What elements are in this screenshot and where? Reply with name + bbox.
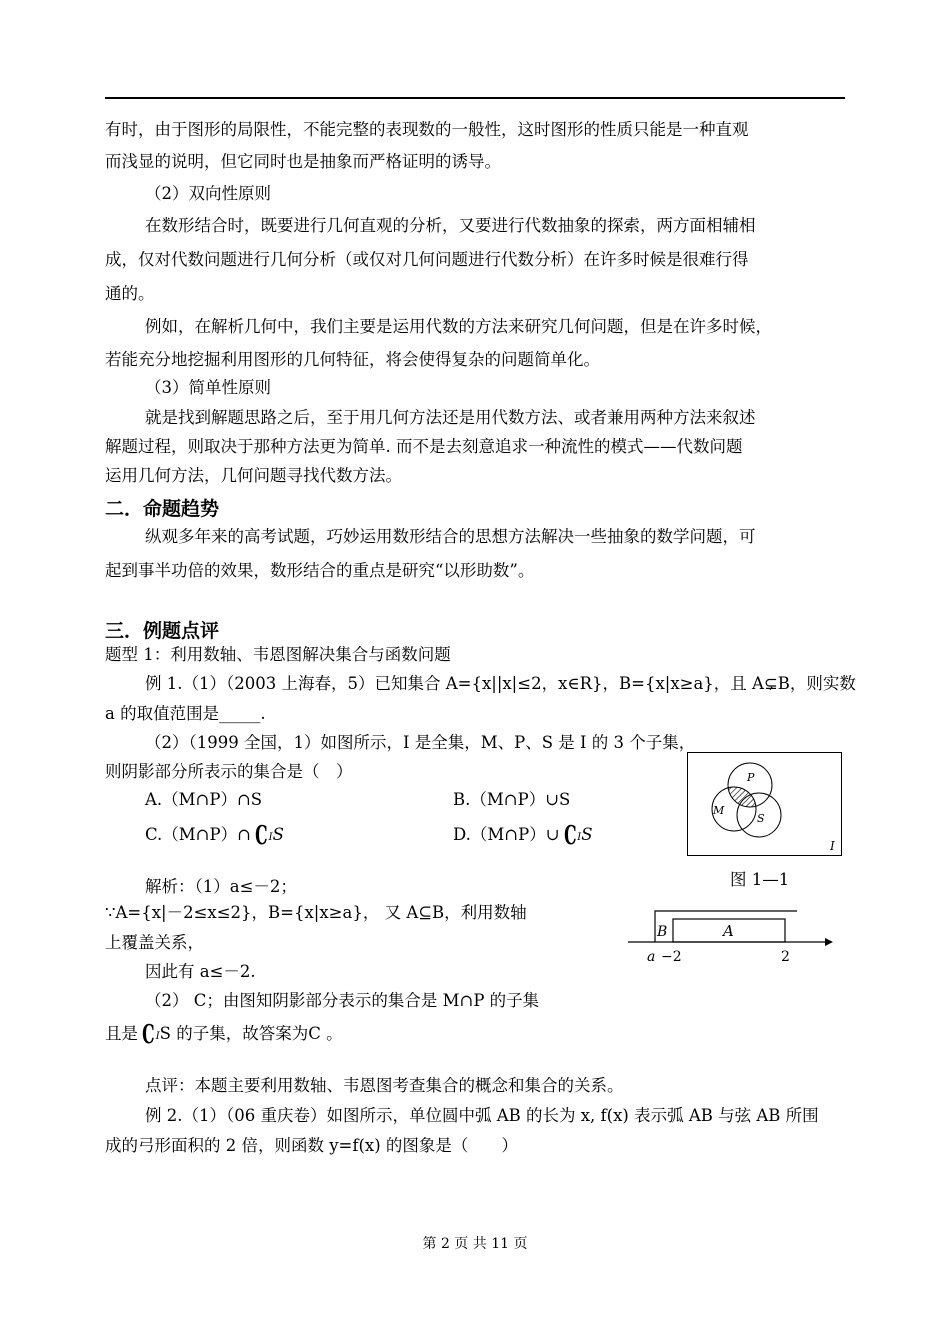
numberline-label-a: a bbox=[647, 949, 656, 965]
para-line: 有时，由于图形的局限性，不能完整的表现数的一般性，这时图形的性质只能是一种直观 bbox=[105, 120, 749, 139]
para-line: 成，仅对代数问题进行几何分析（或仅对几何问题进行代数分析）在许多时候是很难行得 bbox=[105, 250, 749, 269]
complement-icon: C bbox=[255, 821, 268, 851]
para-line: 例如，在解析几何中，我们主要是运用代数的方法来研究几何问题，但是在许多时候， bbox=[145, 317, 772, 336]
para-line: 例 1.（1）（2003 上海春，5）已知集合 A={x||x|≤2，x∈R}，B={x|x≥a}，且 A⊊B，则实数 bbox=[145, 674, 856, 693]
para-line: 就是找到解题思路之后，至于用几何方法还是用代数方法、或者兼用两种方法来叙述 bbox=[145, 408, 756, 427]
para-line: （2）（1999 全国，1）如图所示，I 是全集，M、P、S 是 I 的 3 个子集， bbox=[145, 733, 696, 752]
para-line: 题型 1：利用数轴、韦恩图解决集合与函数问题 bbox=[105, 645, 451, 664]
para-line: a 的取值范围是_____. bbox=[105, 704, 266, 723]
solution-line: 且是 CIS 的子集，故答案为C 。 bbox=[105, 1020, 343, 1050]
venn-diagram bbox=[687, 752, 842, 856]
subheading: （2）双向性原则 bbox=[145, 184, 271, 203]
solution-line: 上覆盖关系， bbox=[105, 933, 204, 952]
option-b: B.（M∩P）∪S bbox=[453, 790, 571, 809]
page-footer: 第 2 页 共 11 页 bbox=[422, 1236, 528, 1252]
subheading: （3）简单性原则 bbox=[145, 378, 271, 397]
complement-icon: C bbox=[563, 821, 577, 851]
option-c: C.（M∩P）∩ CIS bbox=[145, 821, 284, 851]
solution-line: （2） C；由图知阴影部分表示的集合是 M∩P 的子集 bbox=[145, 991, 540, 1010]
venn-label-p: P bbox=[747, 771, 755, 784]
section-heading: 三．例题点评 bbox=[105, 620, 220, 642]
venn-label-m: M bbox=[713, 804, 725, 817]
solution-line: 解析：（1）a≤－2； bbox=[145, 877, 297, 896]
venn-label-i: I bbox=[830, 839, 835, 853]
para-line: 运用几何方法，几何问题寻找代数方法。 bbox=[105, 466, 402, 485]
para-line: 解题过程，则取决于那种方法更为简单. 而不是去刻意追求一种流性的模式——代数问题 bbox=[105, 437, 743, 456]
para-line: 成的弓形面积的 2 倍，则函数 y=f(x) 的图象是（ ） bbox=[105, 1136, 518, 1155]
header-rule bbox=[105, 97, 845, 99]
figure-caption: 图 1—1 bbox=[730, 870, 790, 889]
para-line: 通的。 bbox=[105, 284, 155, 303]
review-line: 点评：本题主要利用数轴、韦恩图考查集合的概念和集合的关系。 bbox=[145, 1076, 624, 1095]
venn-label-s: S bbox=[757, 812, 765, 825]
numberline-label-b: B bbox=[657, 924, 668, 940]
numberline-tick-2: 2 bbox=[781, 949, 790, 965]
para-line: 则阴影部分所表示的集合是（ ） bbox=[105, 762, 353, 781]
para-line: 纵观多年来的高考试题，巧妙运用数形结合的思想方法解决一些抽象的数学问题，可 bbox=[145, 527, 756, 546]
number-line-diagram bbox=[625, 905, 835, 967]
para-line: 在数形结合时，既要进行几何直观的分析，又要进行代数抽象的探索，两方面相辅相 bbox=[145, 216, 756, 235]
complement-icon: C bbox=[142, 1020, 155, 1050]
para-line: 例 2.（1）（06 重庆卷）如图所示，单位圆中弧 AB 的长为 x, f(x) 表示弧 AB 与弦 AB 所围 bbox=[145, 1106, 819, 1125]
para-line: 而浅显的说明，但它同时也是抽象而严格证明的诱导。 bbox=[105, 152, 501, 171]
solution-line: ∵A={x|－2≤x≤2}，B={x|x≥a}， 又 A⊆B，利用数轴 bbox=[105, 903, 527, 922]
option-d: D.（M∩P）∪ CIS bbox=[453, 821, 593, 851]
numberline-label-a-set: A bbox=[723, 922, 734, 940]
para-line: 若能充分地挖掘利用图形的几何特征，将会使得复杂的问题简单化。 bbox=[105, 350, 600, 369]
solution-line: 因此有 a≤－2. bbox=[145, 962, 256, 981]
para-line: 起到事半功倍的效果，数形结合的重点是研究“以形助数”。 bbox=[105, 561, 535, 580]
numberline-tick-neg2: −2 bbox=[661, 949, 682, 965]
option-a: A.（M∩P）∩S bbox=[145, 790, 263, 809]
section-heading: 二．命题趋势 bbox=[105, 498, 220, 520]
